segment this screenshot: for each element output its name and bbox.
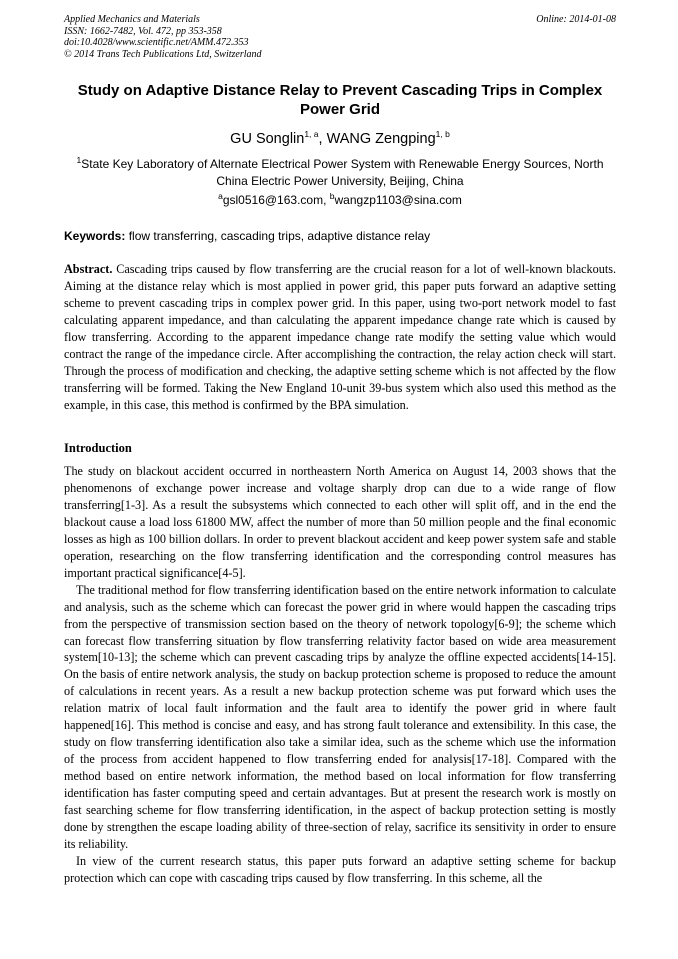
email-line (64, 192, 616, 208)
body-paragraph: The traditional method for flow transferring identification based on the entire network information to calculate and analysis, such as the scheme which can forecast the power grid in where would happen the cascading trips from the perspective of transmission section based on the theory of network topology[6-9]; the scheme which can forecast flow transferring situation by flow transferring relativity factor based on wide area measurement system[10-13]; the scheme which can prevent cascading trips by analyze the offline expected accidents[14-15]. On the basis of entire network analysis, the study on backup protection scheme is proposed to reduce the amount of calculations in recent years. As a result a new backup protection scheme was put forward which uses the relation matrix of local fault information and the fault area to identify the power grid in where fault happened[16]. This method is concise and easy, and has strong fault tolerance and extensibility. In this case, the study on flow transferring identification also take a similar idea, such as the scheme which use the information of the process from accident happened to flow transferring ended for analysis[17-18]. Compared with the method based on entire network information, the method based on local information for flow transferring identification has faster computing speed and certain advantages. But at present the research work is mostly on fast searching scheme for flow transferring identification, in the aspect of backup protection setting is mostly done by strengthen the escape loading ability of three-section of relay, sacrifice its sensitivity in order to ensure its reliability. (64, 582, 616, 851)
affiliation (64, 156, 616, 190)
keywords (64, 228, 616, 244)
abstract-text: Cascading trips caused by flow transferring are the crucial reason for a lot of well-known blackouts. Aiming at the distance relay which is most applied in power grid, this paper puts forward an adaptive setting scheme to prevent cascading trips in complex power grid. In this paper, using two-port network model to fast calculating apparent impedance, and than calculating the apparent impedance change rate which is caused by flow transferring. According to the apparent impedance change rate modify the setting value which would contract the range of the impedance circle. After accomplishing the contraction, the relay action check will start. Through the process of modification and checking, the adaptive setting scheme which is not affected by the flow transferring will be formed. Taking the New England 10-unit 39-bus system which also used this method as the example, in this case, this method is confirmed by the BPA simulation. (64, 262, 616, 412)
email-link[interactable]: wangzp1103@sina.com (334, 193, 462, 207)
introduction-body (64, 463, 616, 887)
issn-line: ISSN: 1662-7482, Vol. 472, pp 353-358 (64, 25, 222, 37)
copyright-line: © 2014 Trans Tech Publications Ltd, Switzerland (64, 48, 262, 60)
author-separator: , (318, 131, 327, 147)
paper-title: Study on Adaptive Distance Relay to Prevent Cascading Trips in Complex Power Grid (77, 82, 603, 118)
email-link[interactable]: gsl0516@163.com (222, 193, 324, 207)
body-paragraph: The study on blackout accident occurred in northeastern North America on August 14, 2003 shows that the phenomenons of exchange power increase and voltage sharply drop can due to a wide range of flow transferring[1-3]. As a result the subsystems which connected to each other will split off, and in the end the blackout cause a load loss 61800 MW, affect the number of more than 50 million people and the final economic losses as high as 100 billion dollars. In order to prevent blackout accident and keep power system safe and stable operation, researching on the flow transferring identification and the corresponding control measures has important practical significance[4-5]. (64, 464, 616, 580)
author-name: GU Songlin (230, 131, 305, 147)
author-superscript: 1, a (304, 129, 319, 140)
keywords-label: Keywords: (64, 229, 126, 243)
author-superscript: 1, b (435, 129, 450, 140)
section-heading-introduction: Introduction (64, 441, 132, 455)
abstract (64, 261, 616, 414)
body-paragraph: In view of the current research status, this paper puts forward an adaptive setting scheme for backup protection which can cope with cascading trips caused by flow transferring. In this scheme, all the (64, 853, 616, 885)
author-line (64, 130, 616, 148)
abstract-label: Abstract. (64, 262, 113, 276)
journal-header (64, 14, 616, 60)
journal-name: Applied Mechanics and Materials (64, 14, 200, 25)
online-date: Online: 2014-01-08 (536, 14, 616, 25)
affiliation-text: State Key Laboratory of Alternate Electrical Power System with Renewable Energy Sources, North China Electric Power University, Beijing, China (81, 157, 604, 188)
doi-line: doi:10.4028/www.scientific.net/AMM.472.353 (64, 37, 249, 48)
email-separator: , (323, 193, 330, 207)
keywords-text: flow transferring, cascading trips, adaptive distance relay (125, 229, 431, 243)
email-superscript: b (329, 191, 335, 201)
author-name: WANG Zengping (326, 131, 436, 147)
email-superscript: a (218, 191, 223, 201)
affiliation-superscript: 1 (76, 155, 82, 165)
